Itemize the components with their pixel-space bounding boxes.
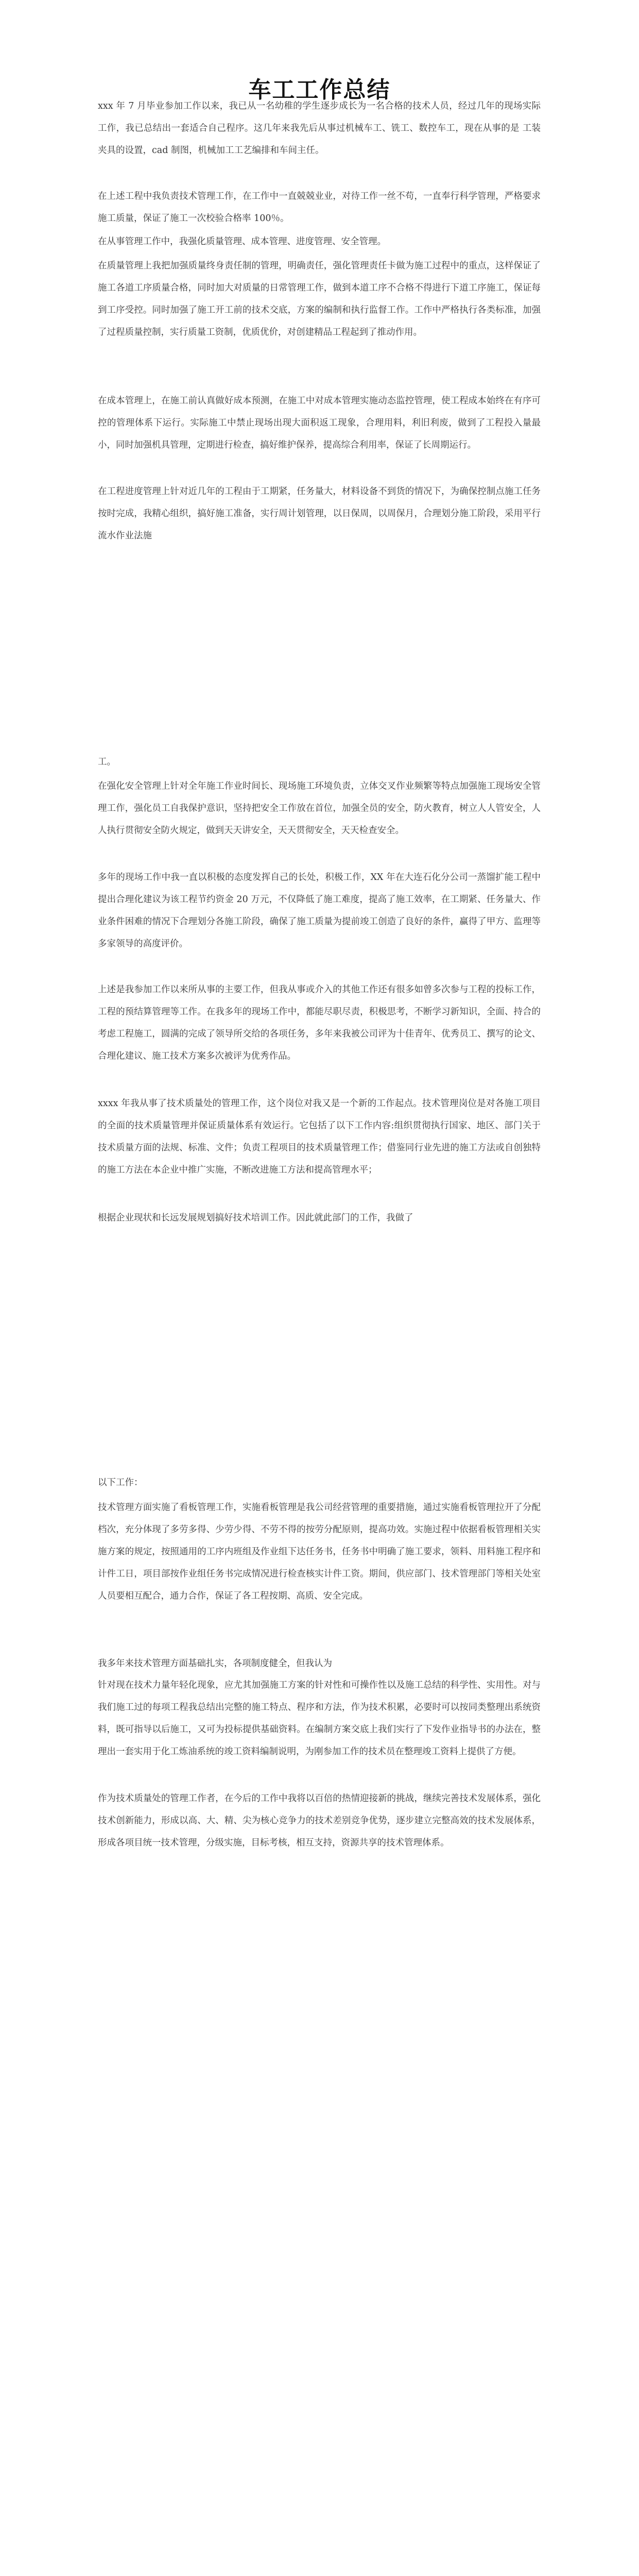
paragraph-cost: 在成本管理上，在施工前认真做好成本预测，在施工中对成本管理实施动态监控管理，使工程成本始终在有序可控的管理体系下运行。实际施工中禁止现场出现大面积返工现象，合理用料，利旧利废，做到了工程投入量最小，同时加强机具管理，定期进行检查，搞好维护保养，提高综合利用率，保证了长周期运行。 [98,396,541,450]
paragraph-following-work: 以下工作： [98,1478,143,1488]
paragraph-other-work: 上述是我参加工作以来所从事的主要工作，但我从事或介入的其他工作还有很多如曾多次参与工程的投标工作，工程的预结算管理等工作。在我多年的现场工作中，都能尽职尽责，积极思考，不断学习新知识，全面、持合的考虑工程施工，圆满的完成了领导所交给的各项任务，多年来我被公司评为十佳青年、优秀员工、撰写的论文、合理化建议、施工技术方案多次被评为优秀作品。 [98,985,541,1061]
paragraph-schedule: 在工程进度管理上针对近几年的工程由于工期紧，任务量大，材料设备不到货的情况下，为确保控制点施工任务按时完成，我精心组织，搞好施工准备，实行周计划管理，以日保周，以周保月，合理划分施工阶段，采用平行流水作业法施 [98,486,541,541]
paragraph-achievements: 多年的现场工作中我一直以积极的态度发挥自己的长处，积极工作，XX 年在大连石化分公司一蒸馏扩能工程中提出合理化建议为该工程节约资金 20 万元，不仅降低了施工难度，提高了施工效率，在工期紧、任务量大、作业条件困难的情况下合理划分各施工阶段，确保了施工质量为提前竣工创造了良好的条件，赢得了甲方、监理等多家领导的高度评价。 [98,872,541,949]
paragraph-tech-management: 在上述工程中我负责技术管理工作，在工作中一直兢兢业业，对待工作一丝不苟，一直奉行科学管理，严格要求施工质量，保证了施工一次校验合格率 100％。 [98,191,541,224]
paragraph-schedule-cont: 工。 [98,757,116,767]
document-title: 车工工作总结 [248,77,391,103]
paragraph-technical-plans: 针对现在技术力量年轻化现象，应尤其加强施工方案的针对性和可操作性以及施工总结的科学性、实用性。对与我们施工过的每项工程我总结出完整的施工特点、程序和方法，作为技术积累，必要时可以按同类整理出系统资料，既可指导以后施工，又可为投标提供基础资料。在编制方案交底上我们实行了下发作业指导书的办法在，整理出一套实用于化工炼油系统的竣工资料编制说明，为刚参加工作的技术员在整理竣工资料上提供了方便。 [98,1680,541,1757]
paragraph-future: 作为技术质量处的管理工作者，在今后的工作中我将以百倍的热情迎接新的挑战，继续完善技术发展体系，强化技术创新能力，形成以高、大、精、尖为核心竞争力的技术差别竞争优势，逐步建立完整高效的技术发展体系，形成各项目统一技术管理，分级实施，目标考核，相互支持，资源共享的技术管理体系。 [98,1793,541,1848]
paragraph-quality: 在质量管理上我把加强质量终身责任制的管理，明确责任，强化管理责任卡做为施工过程中的重点，这样保证了施工各道工序质量合格，同时加大对质量的日常管理工作，做到本道工序不合格不得进行下道工序施工，保证每到工序受控。同时加强了施工开工前的技术交底，方案的编制和执行监督工作。工作中严格执行各类标准，加强了过程质量控制，实行质量工资制，优质优价，对创建精品工程起到了推动作用。 [98,261,541,337]
paragraph-quality-dept: xxxx 年我从事了技术质量处的管理工作，这个岗位对我又是一个新的工作起点。技术管理岗位是对各施工项目的全面的技术质量管理并保证质量体系有效运行。它包括了以下工作内容:组织贯彻执行国家、地区、部门关于技术质量方面的法规、标准、文件；负责工程项目的技术质量管理工作；借鉴同行业先进的施工方法或自创独特的施工方法在本企业中推广实施，不断改进施工方法和提高管理水平； [98,1098,541,1175]
paragraph-kanban: 技术管理方面实施了看板管理工作，实施看板管理是我公司经营管理的重要措施，通过实施看板管理拉开了分配档次，充分体现了多劳多得、少劳少得、不劳不得的按劳分配原则，提高功效。实施过程中依据看板管理相关实施方案的规定，按照通用的工序内班组及作业组下达任务书，任务书中明确了施工要求，领料、用料施工程序和计件工日，项目部按作业组任务书完成情况进行检查核实计件工资。期间，供应部门、技术管理部门等相关处室人员要相互配合，通力合作，保证了各工程按期、高质、安全完成。 [98,1502,541,1601]
paragraph-intro: xxx 年 7 月毕业参加工作以来，我已从一名幼稚的学生逐步成长为一名合格的技术人员，经过几年的现场实际工作，我已总结出一套适合自己程序。这几年来我先后从事过机械车工、铣工、数控车工，现在从事的是 工装夹具的设置，cad 制图，机械加工工艺编排和车间主任。 [98,101,541,156]
paragraph-foundation: 我多年来技术管理方面基础扎实，各项制度健全，但我认为 [98,1658,332,1669]
paragraph-safety: 在强化安全管理上针对全年施工作业时间长、现场施工环境负责，立体交叉作业频繁等特点加强施工现场安全管理工作，强化员工自我保护意识，坚持把安全工作放在首位，加强全员的安全，防火教育，树立人人管安全，人人执行贯彻安全防火规定，做到天天讲安全，天天贯彻安全，天天检查安全。 [98,781,541,836]
paragraph-management-areas: 在从事管理工作中，我强化质量管理、成本管理、进度管理、安全管理。 [98,236,386,247]
paragraph-training: 根据企业现状和长远发展规划搞好技术培训工作。因此就此部门的工作，我做了 [98,1213,413,1223]
